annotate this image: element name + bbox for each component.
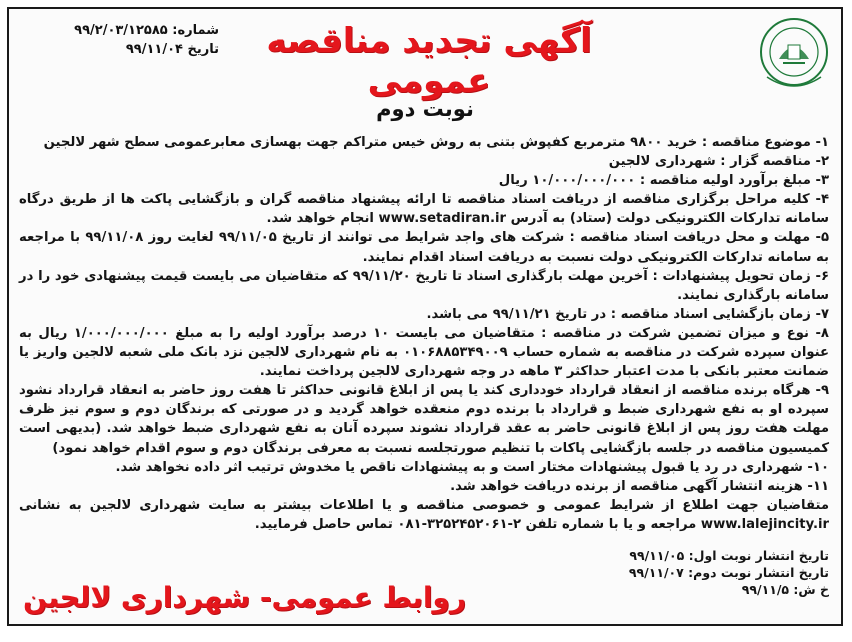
code-date: خ ش: ۹۹/۱۱/۵ bbox=[741, 582, 829, 597]
municipality-logo-icon bbox=[755, 15, 833, 93]
notice-item-8: ۸- نوع و میزان تضمین شرکت در مناقصه : متقاضیان می بایست ۱۰ درصد برآورد اولیه را به مبلغ ۱/۰۰۰/۰۰۰/۰۰۰ ریال به عنوان سپرده شرکت در مناقصه به شماره حساب ۰۱۰۶۸۸۵۳۴۹۰۰۹ به نام شهرداری لالجین نزد بانک ملی شعبه لالجین واریز یا ضمانت معتبر بانکی با مدت اعتبار حداکثر ۳ ماهه در وجه شهرداری لالجین پرداخت نمایند. bbox=[19, 325, 829, 380]
notice-item-11: ۱۱- هزینه انتشار آگهی مناقصه از برنده دریافت خواهد شد. bbox=[450, 478, 829, 494]
notice-item-9: ۹- هرگاه برنده مناقصه از انعقاد قرارداد خودداری کند یا پس از ابلاغ قانونی حداکثر تا هفت روز حاضر به انعقاد قرارداد نشود سپرده او به نفع شهرداری ضبط و قرارداد با برنده دوم منعقده خواهد گردید و در صورتی که برندگان دوم و سوم نیز ظرف مهلت هفت روز پس از ابلاغ قانونی حاضر به عقد قرارداد نشوند سپرده آنان به نفع شهرداری ضبط خواهد شد. (بدیهی است کمیسیون مناقصه در جلسه بازگشایی پاکات با تنظیم صورتجلسه نسبت به معرفی برندگان دوم و سوم اقدام خواهد نمود) bbox=[19, 383, 829, 456]
first-publication-date: تاریخ انتشار نوبت اول: ۹۹/۱۱/۰۵ bbox=[629, 548, 829, 563]
reference-number: شماره: ۹۹/۲/۰۳/۱۲۵۸۵ bbox=[74, 23, 219, 38]
round-label: نوبت دوم bbox=[376, 97, 474, 121]
notice-item-7: ۷- زمان بازگشایی اسناد مناقصه : در تاریخ ۹۹/۱۱/۲۱ می باشد. bbox=[426, 306, 829, 322]
notice-item-1: ۱- موضوع مناقصه : خرید ۹۸۰۰ مترمربع کفپوش بتنی به روش خیس متراکم جهت بهسازی معابرعمومی سطح شهر لالجین bbox=[43, 135, 829, 150]
footer-signature: روابط عمومی- شهرداری لالجین bbox=[23, 581, 466, 614]
tender-notice bbox=[7, 7, 843, 626]
notice-item-10: ۱۰- شهرداری در رد یا قبول پیشنهادات مختار است و به پیشنهادات ناقص یا مخدوش ترتیب اثر داده نخواهد شد. bbox=[115, 459, 829, 475]
contact-paragraph: متقاضیان جهت اطلاع از شرایط عمومی و خصوصی مناقصه و یا اطلاعات بیشتر به سایت شهرداری لالجین به نشانی www.lalejincity.ir مراجعه و یا با شماره تلفن ۲-۳۲۵۲۴۵۲۰۶۱-۰۸۱ تماس حاصل فرمایید. bbox=[19, 497, 829, 532]
notice-item-6: ۶- زمان تحویل پیشنهادات : آخرین مهلت بارگذاری اسناد تا تاریخ ۹۹/۱۱/۲۰ که متقاضیان می بایست قیمت پیشنهادی خود را در سامانه بارگذاری نمایند. bbox=[19, 268, 829, 303]
notice-item-5: ۵- مهلت و محل دریافت اسناد مناقصه : شرکت های واجد شرایط می توانند از تاریخ ۹۹/۱۱/۰۵ لغایت روز ۹۹/۱۱/۰۸ با مراجعه به سامانه تدارکات الکترونیکی دولت نسبت به دریافت اسناد اقدام نمایند. bbox=[19, 230, 829, 265]
second-publication-date: تاریخ انتشار نوبت دوم: ۹۹/۱۱/۰۷ bbox=[628, 565, 829, 580]
publication-dates bbox=[629, 547, 829, 598]
notice-item-4: ۴- کلیه مراحل برگزاری مناقصه از دریافت اسناد مناقصه تا ارائه پیشنهاد مناقصه گران و بازگشایی پاکت ها از طریق درگاه سامانه تدارکات الکترونیکی دولت (ستاد) به آدرس www.setadiran.ir انجام خواهد شد. bbox=[19, 192, 829, 227]
page-title: آگهی تجدید مناقصه عمومی bbox=[266, 21, 592, 101]
reference-block bbox=[19, 21, 219, 59]
notice-body bbox=[19, 133, 829, 534]
notice-item-2: ۲- مناقصه گزار : شهرداری لالجین bbox=[608, 154, 829, 170]
reference-date: تاریخ ۹۹/۱۱/۰۴ bbox=[125, 42, 219, 57]
notice-item-3: ۳- مبلغ برآورد اولیه مناقصه : ۱۰/۰۰۰/۰۰۰/۰۰۰ ریال bbox=[498, 173, 829, 189]
